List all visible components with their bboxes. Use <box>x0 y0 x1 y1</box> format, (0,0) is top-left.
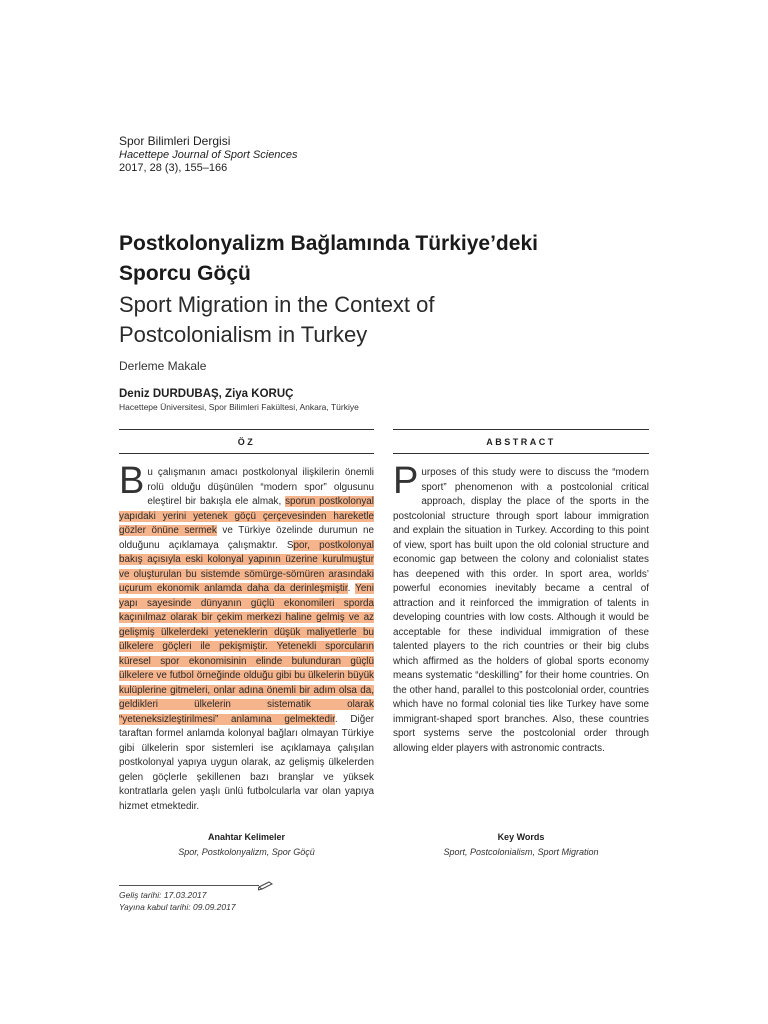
oz-text-3: . <box>347 583 356 594</box>
oz-bottom-rule <box>119 453 374 454</box>
authors: Deniz DURDUBAŞ, Ziya KORUÇ <box>119 388 294 400</box>
oz-text-4: . Diğer taraftan formel anlamda kolonyal bağları olmayan Türkiye gibi ülkelerin spor sistemleri ise açıklamaya çalışılan postkolonyal yapıya uygun olarak, az gelişmiş ülkelerden gelen göçlerle şekillenen bazı branşlar ve yüksek kontratlarla gelen yaşlı ünlü futbolcularla var olan yapıya hizmet etmektedir. <box>119 713 374 812</box>
oz-top-rule <box>119 429 374 430</box>
oz-highlight-1: sporun postkolonyal yapıdaki yerini yetenek göçü çerçevesinden hareketle gözler önüne sermek <box>119 496 374 536</box>
title-english-line-1: Sport Migration in the Context of <box>119 292 435 317</box>
oz-body <box>119 460 374 814</box>
article-type: Derleme Makale <box>119 359 207 373</box>
abstract-text: urposes of this study were to discuss the “modern sport” phenomenon with a postcolonial critical approach, display the place of the sports in the postcolonial structure through sport labour immigration and explain the situation in Turkey. According to this point of view, sport has built upon the old colonial structure and economic gap between the colony and colonialist states has deepened with this order. In sport area, worlds’ powerful economies inevitably became a central of attraction and it reinforced the immigration of talents in developing countries with low costs. Although it would be acceptable for these individual immigration of these talented players to the rich countries or their big clubs which affirmed as the holders of global sports economy means systematic “deskilling” for their home countries. On the other hand, parallel to this postcolonial order, countries which have no formal colonial ties like Turkey have some immigrant-shaped sport branches. Also, these countries sport systems serve the postcolonial order through allowing elder players with astronomic contracts. <box>393 467 649 754</box>
oz-heading: ÖZ <box>237 437 256 447</box>
title-turkish-line-2: Sporcu Göçü <box>119 262 251 285</box>
title-turkish-line-1: Postkolonyalizm Bağlamında Türkiye’deki <box>119 232 538 255</box>
title-english <box>119 290 659 350</box>
keywords-en-list: Sport, Postcolonialism, Sport Migration <box>443 847 599 857</box>
oz-text-2: ve Türkiye özelinde durumun ne olduğunu açıklamaya çalışmaktır. S <box>119 525 374 551</box>
abstract-body <box>393 460 649 756</box>
received-date: Geliş tarihi: 17.03.2017 <box>119 890 207 900</box>
abstract-top-rule <box>393 429 649 430</box>
abstract-dropcap: P <box>393 460 419 502</box>
keywords-tr-list: Spor, Postkolonyalizm, Spor Göçü <box>178 847 315 857</box>
journal-name-english: Hacettepe Journal of Sport Sciences <box>119 149 298 161</box>
journal-volume: 2017, 28 (3), 155–166 <box>119 162 228 174</box>
oz-dropcap: B <box>119 460 145 502</box>
abstract-bottom-rule <box>393 453 649 454</box>
oz-text-1: u çalışmanın amacı postkolonyal ilişkilerin önemli rolü olduğu düşünülen “modern spor” olgusunu eleştirel bir bakışla ele almak, <box>147 467 374 507</box>
oz-highlight-3: Yeni yapı sayesinde dünyanın güçlü ekonomileri sporda kaçınılmaz olarak bir çekim merkezi haline gelmiş ve az gelişmiş ülkelerdeki yeteneklerin düşük maliyetlerle bu ülkelere göçleri ile pekişmiştir. Yetenekli sporcuların küresel spor ekonomisinin elinde bulunduran güçlü ülkelere ve futbol örneğinde olduğu gibi bu ülkelerin büyük kulüplerine gitmeleri, onlar adına önemli bir adım olsa da, geldikleri ülkelerin sistematik olarak “yeteneksizleştirilmesi” anlamına gelmektedir <box>119 583 374 725</box>
abstract-heading: ABSTRACT <box>486 437 556 447</box>
oz-highlight-2: por, postkolonyal bakış açısıyla eski kolonyal yapının üzerine kurulmuştur ve oluşturulan bu sistemde sömürge-sömüren arasındaki uçurum ekonomik anlamda daha da derinleşmiştir <box>119 539 374 594</box>
title-english-line-2: Postcolonialism in Turkey <box>119 322 368 347</box>
affiliation: Hacettepe Üniversitesi, Spor Bilimleri Fakültesi, Ankara, Türkiye <box>119 402 359 412</box>
dates-rule <box>119 885 259 886</box>
title-turkish <box>119 229 659 289</box>
journal-name: Spor Bilimleri Dergisi <box>119 134 231 148</box>
keywords-tr-heading: Anahtar Kelimeler <box>207 832 286 842</box>
accepted-date: Yayına kabul tarihi: 09.09.2017 <box>119 902 236 912</box>
pen-icon <box>258 878 274 890</box>
keywords-en-heading: Key Words <box>497 832 545 842</box>
